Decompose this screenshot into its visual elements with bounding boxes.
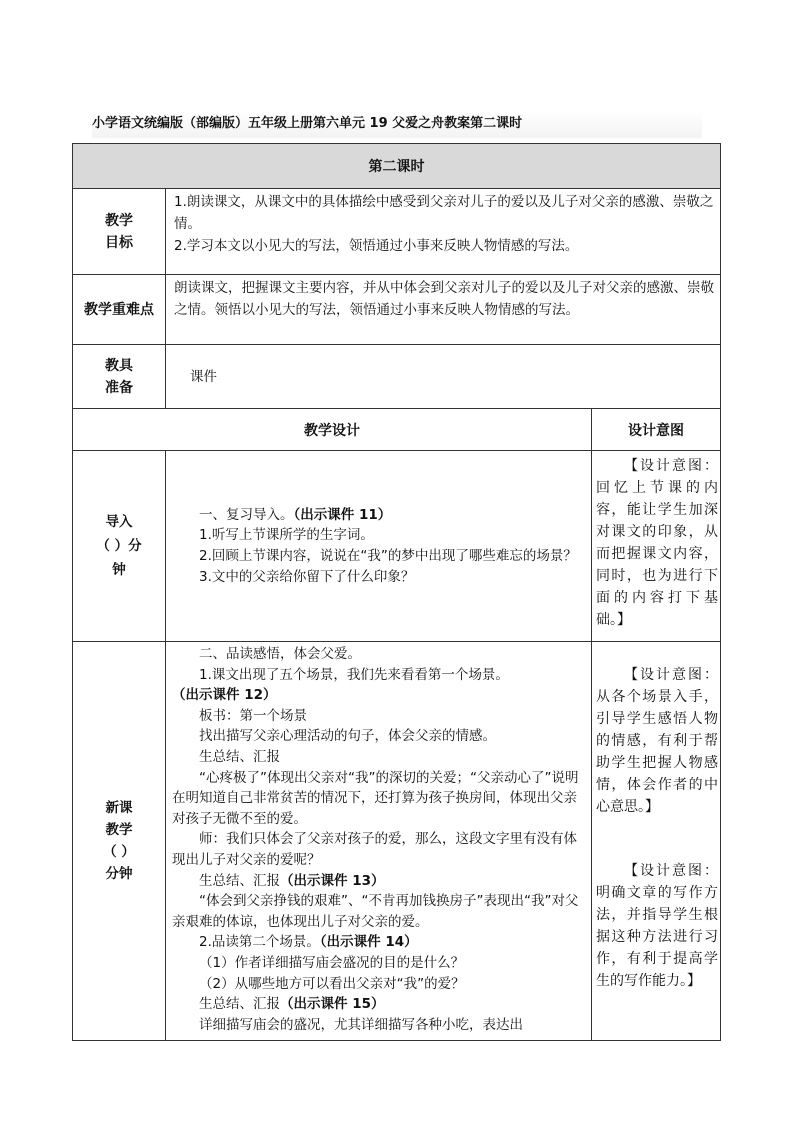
lesson-plan-table xyxy=(72,143,721,1041)
intro-line-1: 一、复习导入。（出示课件 11） xyxy=(199,506,392,523)
new-line-9: 生总结、汇报（出示课件 13） xyxy=(199,872,385,889)
new-intent-2: 【设计意图：明确文章的写作方法，并指导学生根据这种方法进行习作，有利于提高学生的写作能力。】 xyxy=(596,863,718,989)
design-header-right: 设计意图 xyxy=(628,422,684,439)
goals-label: 教学 目标 xyxy=(73,189,166,274)
new-lesson-content xyxy=(166,642,592,1040)
intro-intent: 【设计意图：回忆上节课的内容，能让学生加深对课文的印象，从而把握课文内容，同时，也为进行下面的内容打下基础。】 xyxy=(596,458,718,628)
lesson-header-row xyxy=(73,144,720,189)
goal-1: 1.朗读课文，从课文中的具体描绘中感受到父亲对儿子的爱以及儿子对父亲的感激、崇敬之情。 xyxy=(174,194,714,232)
goals-content xyxy=(166,189,720,274)
new-intent-1: 【设计意图：从各个场景入手，引导学生感悟人物的情感，有利于帮助学生把握人物感情，体会作者的中心意思。】 xyxy=(596,667,718,815)
new-line-4: 板书：第一个场景 xyxy=(199,707,307,724)
new-line-13: （2）从哪些地方可以看出父亲对“我”的爱？ xyxy=(199,975,465,992)
new-line-5: 找出描写父亲心理活动的句子，体会父亲的情感。 xyxy=(199,728,496,745)
goal-2: 2.学习本文以小见大的写法，领悟通过小事来反映人物情感的写法。 xyxy=(174,238,579,254)
intro-content xyxy=(166,451,592,641)
goals-row xyxy=(73,189,720,275)
design-header-left: 教学设计 xyxy=(73,409,592,450)
new-line-3: （出示课件 12） xyxy=(172,687,277,704)
intro-row xyxy=(73,451,720,642)
new-line-2: 1.课文出现了五个场景，我们先来看看第一个场景。 xyxy=(199,666,509,683)
new-line-6: 生总结、汇报 xyxy=(199,748,280,765)
new-lesson-label: 新课 教学 （ ） 分钟 xyxy=(73,642,166,1040)
lesson-header: 第二课时 xyxy=(73,144,720,188)
new-line-14: 生总结、汇报（出示课件 15） xyxy=(199,996,385,1013)
new-line-1: 二、品读感悟，体会父爱。 xyxy=(199,646,361,662)
intro-line-2: 1.听写上节课所学的生字词。 xyxy=(199,527,374,544)
new-line-10: “体会到父亲挣钱的艰难”、“不肯再加钱换房子”表现出“我”对父亲艰难的体谅，也体现出儿子对父亲的爱。 xyxy=(172,893,579,930)
intro-label: 导入 （ ）分 钟 xyxy=(73,451,166,641)
document-title: 小学语文统编版（部编版）五年级上册第六单元 19 父爱之舟教案第二课时 xyxy=(92,110,702,138)
intro-line-3: 2.回顾上节课内容，说说在“我”的梦中出现了哪些难忘的场景？ xyxy=(199,548,577,564)
tools-row xyxy=(73,345,720,409)
tools-label: 教具 准备 xyxy=(73,345,166,408)
tools-content: 课件 xyxy=(190,368,217,385)
key-points-row xyxy=(73,275,720,345)
intro-line-4: 3.文中的父亲给你留下了什么印象？ xyxy=(199,568,415,585)
new-line-11: 2.品读第二个场景。（出示课件 14） xyxy=(199,934,418,951)
new-line-15: 详细描写庙会的盛况，尤其详细描写各种小吃，表达出 xyxy=(199,1016,523,1033)
new-lesson-row xyxy=(73,642,720,1040)
new-lesson-intent xyxy=(592,642,722,1040)
new-line-12: （1）作者详细描写庙会盛况的目的是什么？ xyxy=(199,954,465,971)
new-line-7: “心疼极了”体现出父亲对“我”的深切的关爱；“父亲动心了”说明在明知道自己非常贫苦的情况下，还打算为孩子换房间，体现出父亲对孩子无微不至的爱。 xyxy=(172,769,579,827)
design-header-row xyxy=(73,409,720,451)
key-points-content: 朗读课文，把握课文主要内容，并从中体会到父亲对儿子的爱以及儿子对父亲的感激、崇敬之情。领悟以小见大的写法，领悟通过小事来反映人物情感的写法。 xyxy=(174,280,714,318)
new-line-8: 师：我们只体会了父亲对孩子的爱，那么，这段文字里有没有体现出儿子对父亲的爱呢？ xyxy=(172,831,577,868)
key-points-label: 教学重难点 xyxy=(73,275,166,344)
